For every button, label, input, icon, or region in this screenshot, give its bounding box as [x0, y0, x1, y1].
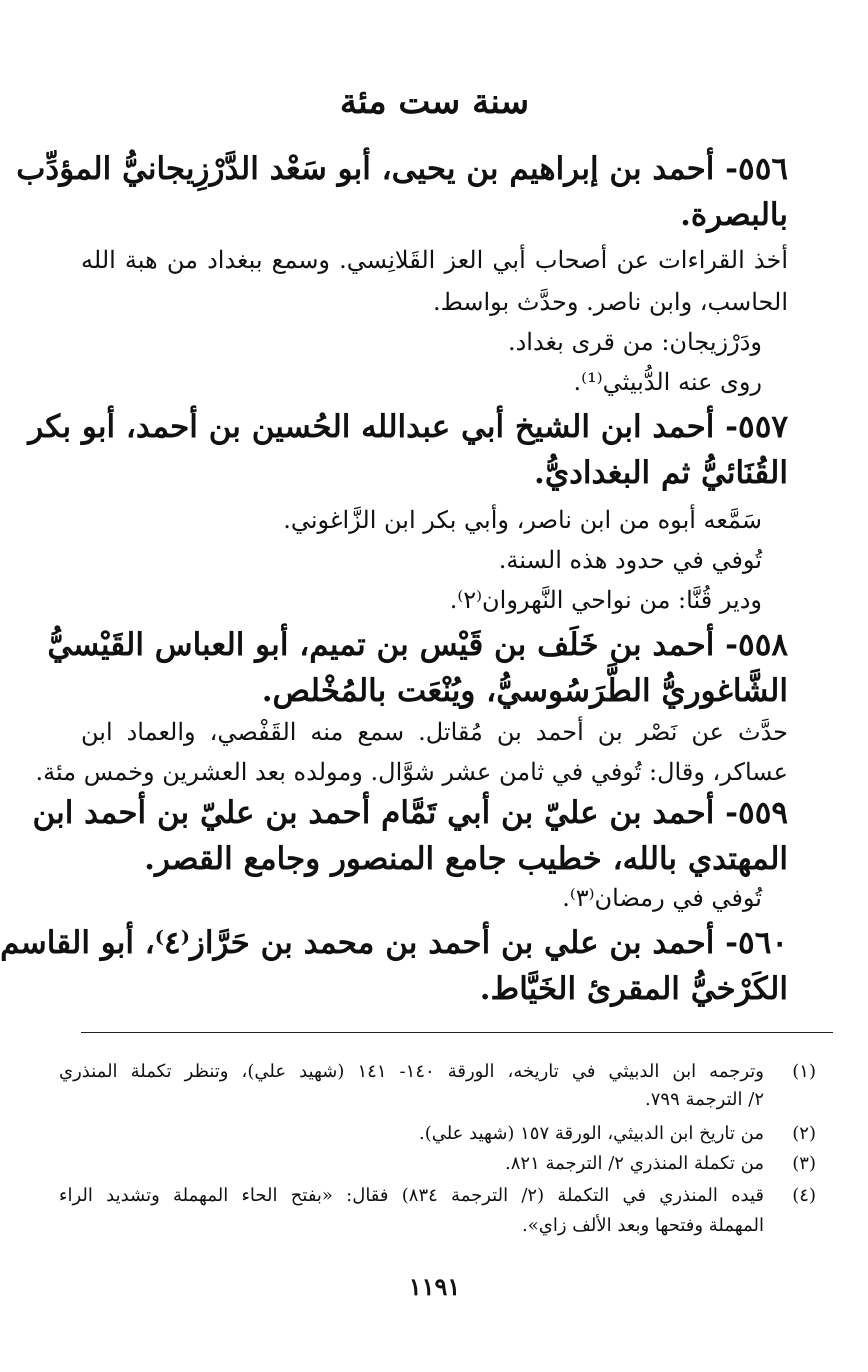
footnote-2 [59, 1120, 816, 1148]
footnote-2-text: من تاريخ ابن الدبيثي، الورقة ١٥٧ (شهيد علي). [418, 1123, 764, 1144]
entry-558-body-line-2: عساكر، وقال: تُوفي في ثامن عشر شوَّال. ومولده بعد العشرين وخمس مئة. [35, 758, 788, 786]
footnote-4 [59, 1182, 816, 1210]
entry-556-body-line-1: أخذ القراءات عن أصحاب أبي العز القَلانِسي. وسمع ببغداد من هبة الله [81, 246, 788, 274]
footnote-1-text: وترجمه ابن الدبيثي في تاريخه، الورقة ١٤٠- ١٤١ (شهيد علي)، وتنظر تكملة المنذري [59, 1061, 764, 1082]
entry-557-body-line-2: تُوفي في حدود هذه السنة. [498, 546, 762, 574]
footnote-2-number: (٢) [792, 1123, 816, 1144]
entry-556-body-line-4: روى عنه الدُّبيثي⁽¹⁾. [573, 368, 762, 396]
entry-559-body-line-1: تُوفي في رمضان⁽٣⁾. [562, 884, 762, 912]
footnote-1-number: (١) [792, 1061, 816, 1082]
entry-557-body-line-3: ودير قُنَّا: من نواحي النَّهروان⁽٢⁾. [449, 586, 762, 614]
footnote-4-text: قيده المنذري في التكملة (٢/ الترجمة ٨٣٤) فقال: «بفتح الحاء المهملة وتشديد الراء [59, 1185, 764, 1206]
entry-557-body-line-1: سَمَّعه أبوه من ابن ناصر، وأبي بكر ابن الزَّاغوني. [283, 506, 762, 534]
entry-560-heading-line-1: ٥٦٠- أحمد بن علي بن أحمد بن محمد بن حَرَّاز⁽٤⁾، أبو القاسم [0, 925, 788, 961]
entry-557-heading-line-2: القُنَائيُّ ثم البغداديُّ. [534, 455, 788, 491]
footnote-1 [59, 1058, 816, 1086]
footnote-3-text: من تكملة المنذري ٢/ الترجمة ٨٢١. [505, 1153, 764, 1174]
entry-558-heading-line-1: ٥٥٨- أحمد بن خَلَف بن قَيْس بن تميم، أبو العباس القَيْسيُّ [47, 627, 788, 663]
footnote-4-number: (٤) [792, 1185, 816, 1206]
footnote-3 [59, 1150, 816, 1178]
book-page [1, 0, 868, 1372]
entry-559-heading-line-2: المهتدي بالله، خطيب جامع المنصور وجامع القصر. [144, 841, 788, 877]
entry-559-heading-line-1: ٥٥٩- أحمد بن عليّ بن أبي تَمَّام أحمد بن عليّ بن أحمد ابن [32, 795, 788, 831]
entry-556-heading-line-1: ٥٥٦- أحمد بن إبراهيم بن يحيى، أبو سَعْد الدَّرْزِيجانيُّ المؤدِّب [16, 151, 788, 187]
entry-560-heading-line-2: الكَرْخيُّ المقرئ الخَيَّاط. [479, 971, 788, 1007]
footnote-4-continuation: المهملة وفتحها وبعد الألف زاي». [522, 1215, 764, 1236]
entry-558-body-line-1: حدَّث عن نَصْر بن أحمد بن مُقاتل. سمع منه القَفْصي، والعماد ابن [81, 718, 789, 746]
entry-556-body-line-3: ودَرْزيجان: من قرى بغداد. [507, 328, 762, 356]
section-title: سنة ست مئة [339, 82, 530, 122]
footnote-separator [81, 1032, 833, 1033]
page-number: ١١٩١ [408, 1272, 461, 1301]
footnote-3-number: (٣) [792, 1153, 816, 1174]
entry-558-heading-line-2: الشَّاغوريُّ الطَّرَسُوسيُّ، ويُنْعَت بالمُخْلص. [261, 673, 788, 709]
entry-556-body-line-2: الحاسب، وابن ناصر. وحدَّث بواسط. [432, 288, 788, 316]
entry-557-heading-line-1: ٥٥٧- أحمد ابن الشيخ أبي عبدالله الحُسين بن أحمد، أبو بكر [28, 409, 788, 445]
entry-556-heading-line-2: بالبصرة. [680, 197, 788, 233]
footnote-1-continuation: ٢/ الترجمة ٧٩٩. [645, 1089, 764, 1110]
